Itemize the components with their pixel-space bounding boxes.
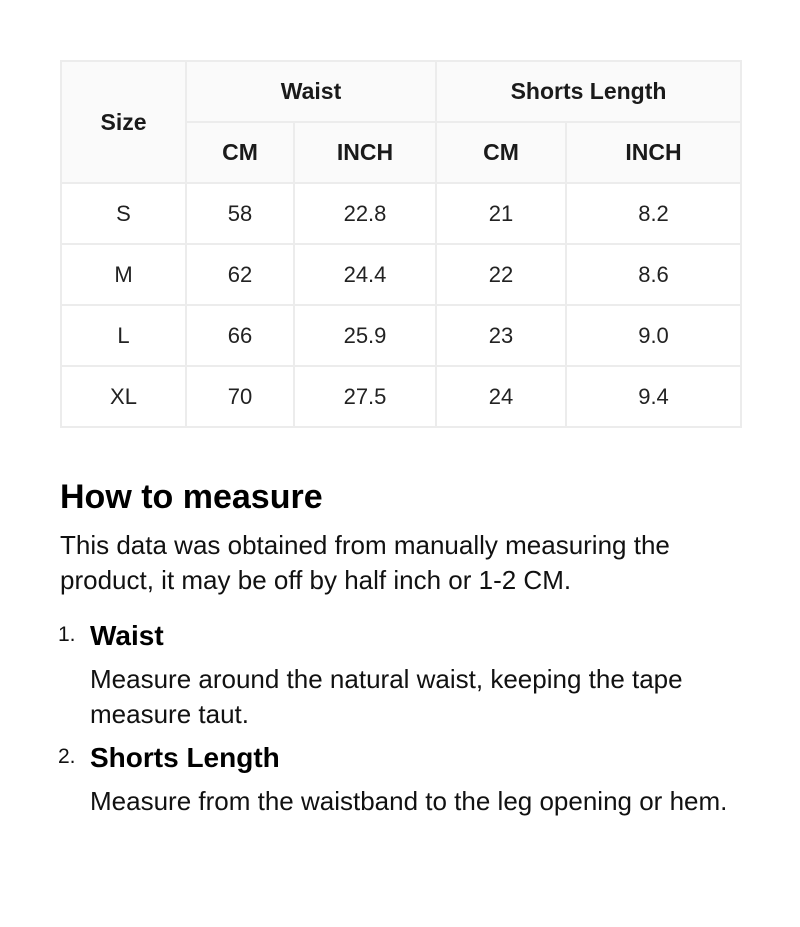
table-row (61, 244, 741, 305)
size-cell: M (61, 244, 186, 305)
measure-steps-list (60, 618, 750, 819)
step-description: Measure around the natural waist, keeping the tape measure taut. (90, 664, 683, 729)
length-inch-header: INCH (566, 122, 741, 183)
length-inch-cell: 8.6 (566, 244, 741, 305)
shorts-length-header: Shorts Length (436, 61, 741, 122)
length-inch-cell: 8.2 (566, 183, 741, 244)
table-body (61, 183, 741, 427)
size-chart-table (60, 60, 742, 428)
length-cm-header: CM (436, 122, 566, 183)
length-cm-cell: 23 (436, 305, 566, 366)
step-number: 1. (58, 623, 76, 646)
waist-inch-cell: 24.4 (294, 244, 436, 305)
waist-header: Waist (186, 61, 436, 122)
step-title: Shorts Length (90, 742, 280, 773)
header-row-groups (61, 61, 741, 122)
step-number: 2. (58, 745, 76, 768)
how-to-measure-section (60, 474, 750, 827)
waist-inch-cell: 25.9 (294, 305, 436, 366)
size-header: Size (61, 61, 186, 183)
length-inch-cell: 9.0 (566, 305, 741, 366)
size-cell: L (61, 305, 186, 366)
step-title: Waist (90, 620, 164, 651)
waist-cm-cell: 66 (186, 305, 294, 366)
table-row (61, 366, 741, 427)
measure-step-shorts-length (60, 740, 750, 819)
measure-step-waist (60, 618, 750, 732)
size-cell: XL (61, 366, 186, 427)
step-description: Measure from the waistband to the leg opening or hem. (90, 786, 728, 816)
table-row (61, 305, 741, 366)
waist-inch-cell: 27.5 (294, 366, 436, 427)
waist-cm-cell: 62 (186, 244, 294, 305)
length-inch-cell: 9.4 (566, 366, 741, 427)
table-row (61, 183, 741, 244)
length-cm-cell: 24 (436, 366, 566, 427)
length-cm-cell: 21 (436, 183, 566, 244)
size-cell: S (61, 183, 186, 244)
waist-inch-header: INCH (294, 122, 436, 183)
waist-inch-cell: 22.8 (294, 183, 436, 244)
waist-cm-cell: 58 (186, 183, 294, 244)
table-header (61, 61, 741, 183)
waist-cm-header: CM (186, 122, 294, 183)
length-cm-cell: 22 (436, 244, 566, 305)
how-to-measure-title: How to measure (60, 478, 323, 516)
waist-cm-cell: 70 (186, 366, 294, 427)
measure-intro-text: This data was obtained from manually measuring the product, it may be off by half inch or 1-2 CM. (60, 530, 670, 595)
